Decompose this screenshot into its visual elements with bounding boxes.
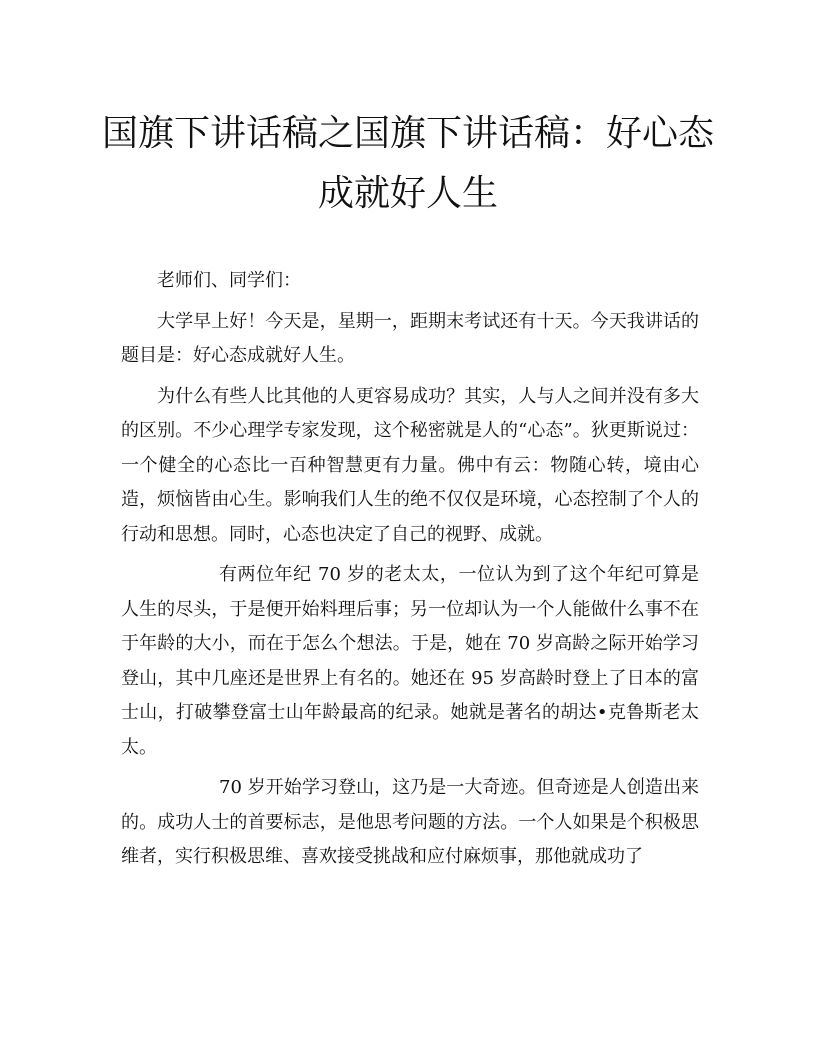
document-body: [121, 264, 699, 881]
paragraph-4: 70 岁开始学习登山，这乃是一大奇迹。但奇迹是人创造出来的。成功人士的首要标志，是他思考问题的方法。一个人如果是个积极思维者，实行积极思维、喜欢接受挑战和应付麻烦事，那他就成功了: [121, 777, 699, 867]
greeting: 老师们、同学们：: [157, 270, 301, 291]
document-title-line-2: 成就好人生: [317, 173, 498, 214]
paragraph-1: 大学早上好！今天是，星期一，距期末考试还有十天。今天我讲话的题目是：好心态成就好人生。: [121, 310, 699, 366]
document-title-line-1: 国旗下讲话稿之国旗下讲话稿：好心态: [101, 113, 714, 154]
paragraph-2: 为什么有些人比其他的人更容易成功？其实，人与人之间并没有多大的区别。不少心理学专家发现，这个秘密就是人的“心态”。狄更斯说过：一个健全的心态比一百种智慧更有力量。佛中有云：物随心转，境由心造，烦恼皆由心生。影响我们人生的绝不仅仅是环境，心态控制了个人的行动和思想。同时，心态也决定了自己的视野、成就。: [121, 385, 699, 545]
paragraph-3: 有两位年纪 70 岁的老太太，一位认为到了这个年纪可算是人生的尽头，于是便开始料理后事；另一位却认为一个人能做什么事不在于年龄的大小，而在于怎么个想法。于是，她在 70 岁高龄之际开始学习登山，其中几座还是世界上有名的。她还在 95 岁高龄时登上了日本的富士山，打破攀登富士山年龄最高的纪录。她就是著名的胡达•克鲁斯老太太。: [121, 564, 699, 758]
